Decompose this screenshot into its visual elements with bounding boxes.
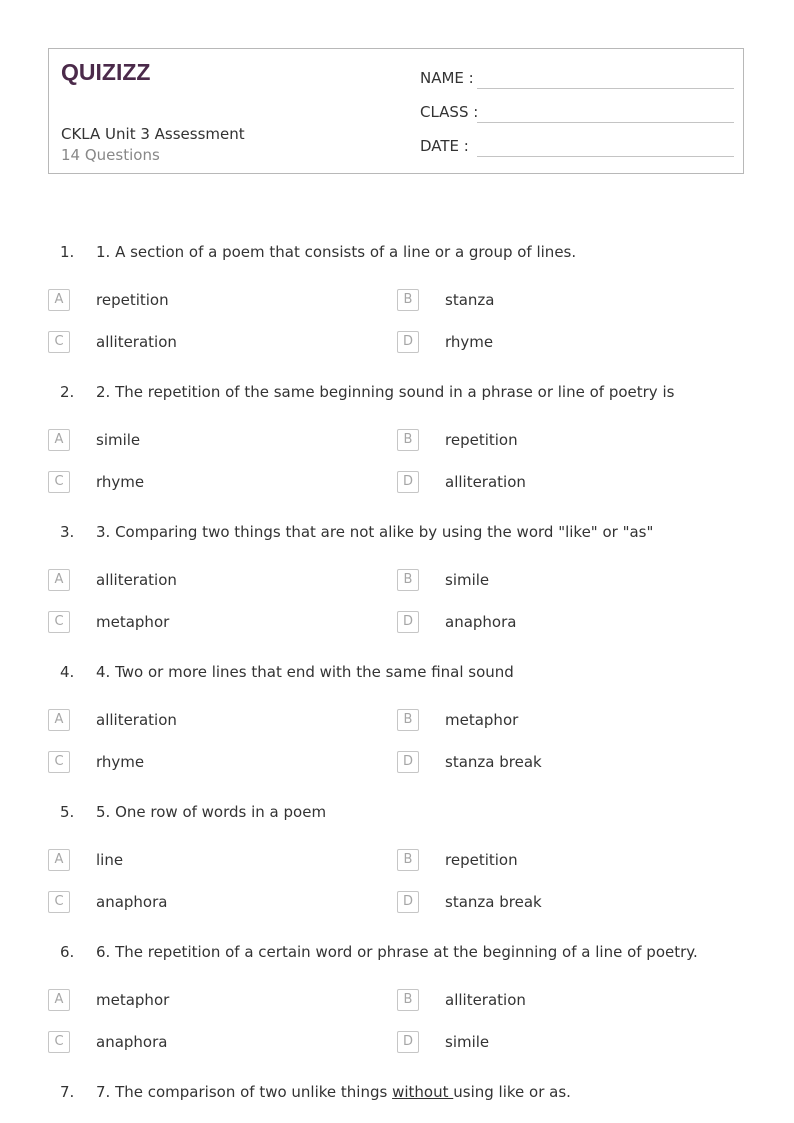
option-text: anaphora	[445, 613, 517, 631]
option-text: alliteration	[96, 711, 177, 729]
option-text: alliteration	[96, 333, 177, 351]
class-field[interactable]	[420, 103, 734, 123]
option-letter-box[interactable]: A	[48, 709, 70, 731]
class-line[interactable]	[477, 122, 734, 123]
option-text: alliteration	[445, 473, 526, 491]
worksheet-header	[48, 48, 744, 174]
question-text: 2. The repetition of the same beginning sound in a phrase or line of poetry is	[96, 383, 675, 401]
date-line[interactable]	[477, 156, 734, 157]
name-field[interactable]	[420, 69, 734, 89]
option-letter-box[interactable]: B	[397, 849, 419, 871]
option-text: simile	[445, 571, 490, 589]
option-text: repetition	[96, 291, 169, 309]
option-letter-box[interactable]: B	[397, 569, 419, 591]
question-text: 1. A section of a poem that consists of a line or a group of lines.	[96, 243, 577, 261]
option-letter-box[interactable]: D	[397, 891, 419, 913]
option-letter-box[interactable]: C	[48, 331, 70, 353]
question-number: 1.	[60, 243, 75, 261]
question-text: 5. One row of words in a poem	[96, 803, 327, 821]
option-letter-box[interactable]: B	[397, 289, 419, 311]
brand-logo-text: QUIZIZZ	[61, 59, 151, 85]
option-text: stanza break	[445, 893, 542, 911]
option-letter-box[interactable]: B	[397, 989, 419, 1011]
question-text	[96, 1083, 571, 1101]
question-text-after: using like or as.	[453, 1083, 571, 1101]
option-text: anaphora	[96, 1033, 168, 1051]
worksheet-title: CKLA Unit 3 Assessment	[61, 125, 245, 143]
quizizz-logo	[61, 59, 153, 87]
option-text: alliteration	[96, 571, 177, 589]
option-letter-box[interactable]: A	[48, 849, 70, 871]
question-number: 2.	[60, 383, 75, 401]
option-letter-box[interactable]: B	[397, 429, 419, 451]
option-text: rhyme	[96, 753, 145, 771]
option-letter-box[interactable]: D	[397, 751, 419, 773]
option-text: stanza	[445, 291, 495, 309]
option-letter-box[interactable]: C	[48, 891, 70, 913]
option-letter-box[interactable]: D	[397, 1031, 419, 1053]
option-text: metaphor	[96, 991, 170, 1009]
option-letter-box[interactable]: A	[48, 289, 70, 311]
question-text: 4. Two or more lines that end with the same final sound	[96, 663, 514, 681]
date-label: DATE :	[420, 137, 469, 155]
option-letter-box[interactable]: B	[397, 709, 419, 731]
question-text: 3. Comparing two things that are not alike by using the word "like" or "as"	[96, 523, 654, 541]
option-text: anaphora	[96, 893, 168, 911]
question-text: 6. The repetition of a certain word or phrase at the beginning of a line of poetry.	[96, 943, 698, 961]
question-text-before: 7. The comparison of two unlike things	[96, 1083, 393, 1101]
date-field[interactable]	[420, 137, 734, 157]
option-letter-box[interactable]: A	[48, 989, 70, 1011]
option-text: rhyme	[96, 473, 145, 491]
option-text: metaphor	[445, 711, 519, 729]
question-text-underlined: without	[392, 1083, 454, 1101]
option-text: line	[96, 851, 124, 869]
option-text: simile	[445, 1033, 490, 1051]
name-line[interactable]	[477, 88, 734, 89]
option-letter-box[interactable]: A	[48, 569, 70, 591]
name-label: NAME :	[420, 69, 474, 87]
option-text: rhyme	[445, 333, 494, 351]
class-label: CLASS :	[420, 103, 479, 121]
option-letter-box[interactable]: C	[48, 751, 70, 773]
option-letter-box[interactable]: A	[48, 429, 70, 451]
option-text: alliteration	[445, 991, 526, 1009]
question-number: 3.	[60, 523, 75, 541]
option-letter-box[interactable]: C	[48, 471, 70, 493]
option-letter-box[interactable]: C	[48, 611, 70, 633]
question-number: 5.	[60, 803, 75, 821]
option-text: stanza break	[445, 753, 542, 771]
option-letter-box[interactable]: D	[397, 471, 419, 493]
option-letter-box[interactable]: D	[397, 331, 419, 353]
option-letter-box[interactable]: C	[48, 1031, 70, 1053]
question-number: 4.	[60, 663, 75, 681]
question-number: 7.	[60, 1083, 75, 1101]
option-text: metaphor	[96, 613, 170, 631]
question-count: 14 Questions	[61, 146, 160, 164]
option-text: repetition	[445, 431, 518, 449]
option-text: simile	[96, 431, 141, 449]
question-number: 6.	[60, 943, 75, 961]
option-letter-box[interactable]: D	[397, 611, 419, 633]
option-text: repetition	[445, 851, 518, 869]
